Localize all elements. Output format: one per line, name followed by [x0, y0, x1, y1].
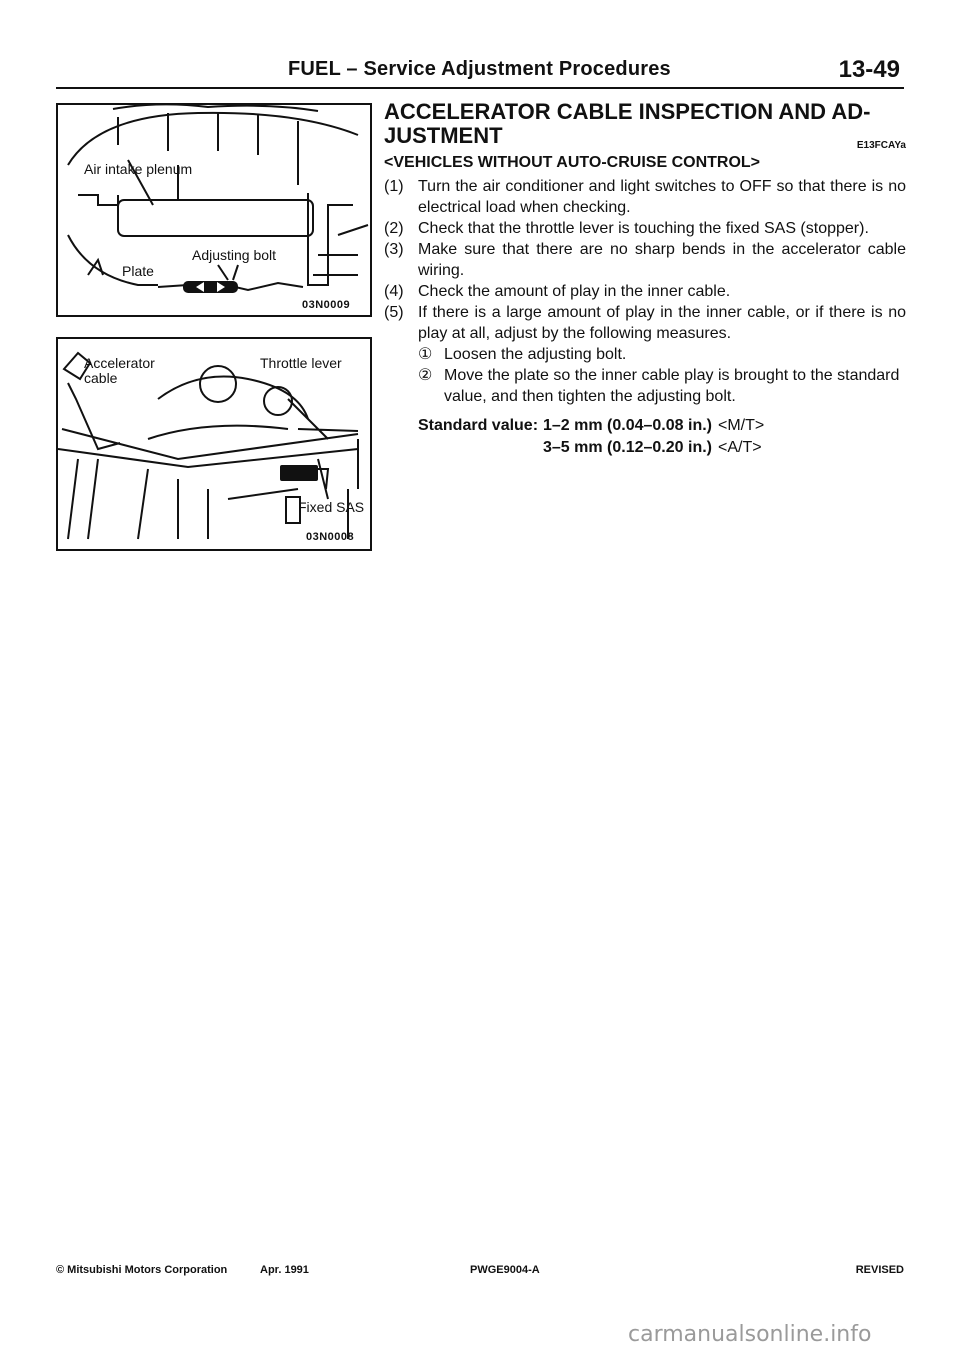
header-rule: [56, 87, 904, 89]
standard-value-mt-unit: <M/T>: [717, 417, 765, 434]
footer-copyright: © Mitsubishi Motors Corporation: [56, 1264, 228, 1276]
standard-value-at: [418, 437, 906, 459]
label-adjusting-bolt: Adjusting bolt: [192, 247, 277, 263]
heading-line-1: ACCELERATOR CABLE INSPECTION AND AD-: [384, 99, 871, 124]
label-accelerator-line2: cable: [84, 370, 118, 386]
standard-value: [384, 415, 906, 459]
procedure-content: [384, 100, 906, 459]
procedure-step: [384, 239, 906, 281]
standard-value-label: Standard value:: [418, 417, 539, 434]
step-number: (5): [384, 304, 404, 321]
label-air-intake-plenum: Air intake plenum: [84, 161, 193, 177]
footer-status: REVISED: [855, 1264, 904, 1276]
page-number: 13-49: [838, 56, 900, 83]
section-title: FUEL – Service Adjustment Procedures: [288, 58, 671, 80]
substep-text: Loosen the adjusting bolt.: [444, 346, 627, 363]
watermark: carmanualsonline.info: [628, 1322, 872, 1347]
step-text: Make sure that there are no sharp bends in the accelerator cable wiring.: [418, 241, 906, 279]
step-text: Check the amount of play in the inner cable.: [418, 283, 731, 300]
step-number: (2): [384, 220, 404, 237]
step-text: Turn the air conditioner and light switches to OFF so that there is no electrical load when checking.: [418, 178, 906, 216]
procedure-step: [384, 218, 906, 239]
figure-air-intake-plenum: [56, 103, 372, 317]
step-number: (3): [384, 241, 404, 258]
heading-code: E13FCAYa: [856, 140, 906, 151]
procedure-substep: [384, 365, 906, 407]
standard-value-label-spacer: [418, 437, 543, 459]
procedure-substep: [384, 344, 906, 365]
step-number: (1): [384, 178, 404, 195]
figure-code: 03N0009: [302, 299, 351, 311]
step-text: If there is a large amount of play in the inner cable, or if there is no play at all, adjust by the following measures.: [418, 304, 906, 342]
vehicle-condition: <VEHICLES WITHOUT AUTO-CRUISE CONTROL>: [384, 154, 761, 171]
step-text: Check that the throttle lever is touching the fixed SAS (stopper).: [418, 220, 869, 237]
step-number: (4): [384, 283, 404, 300]
procedure-step: [384, 176, 906, 218]
footer-doc-code: PWGE9004-A: [470, 1264, 540, 1276]
figure-code: 03N0008: [306, 531, 355, 543]
procedure-step: [384, 281, 906, 302]
standard-value-mt-value: 1–2 mm (0.04–0.08 in.): [543, 417, 712, 434]
procedure-step: [384, 302, 906, 344]
page-header: [56, 56, 904, 86]
substep-number: ①: [418, 346, 433, 363]
label-throttle-lever: Throttle lever: [260, 355, 342, 371]
procedure-steps: [384, 176, 906, 407]
standard-value-mt: [418, 415, 906, 437]
standard-value-at-value: 3–5 mm (0.12–0.20 in.): [543, 439, 712, 456]
substep-number: ②: [418, 367, 433, 384]
plenum-drawing: [58, 105, 370, 315]
label-fixed-sas: Fixed SAS: [298, 499, 365, 515]
footer-date: Apr. 1991: [260, 1264, 309, 1276]
heading-line-2: JUSTMENT: [384, 123, 503, 148]
label-accelerator-line1: Accelerator: [84, 355, 155, 371]
substep-text: Move the plate so the inner cable play is brought to the standard value, and then tighten the adjusting bolt.: [444, 367, 900, 405]
standard-value-at-unit: <A/T>: [717, 439, 762, 456]
section-heading: [384, 99, 906, 151]
label-plate: Plate: [122, 263, 154, 279]
figure-throttle-lever: [56, 337, 372, 551]
